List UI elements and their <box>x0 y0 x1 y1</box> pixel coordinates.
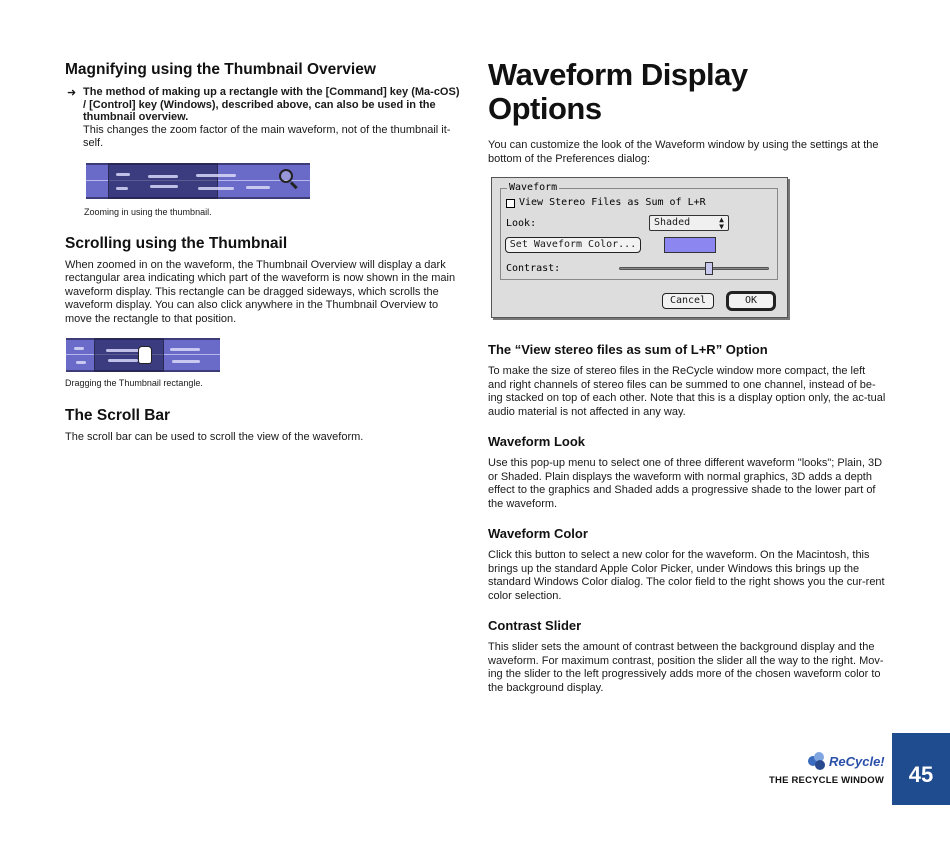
set-waveform-color-button[interactable]: Set Waveform Color... <box>505 237 641 253</box>
hand-cursor-icon <box>138 346 152 364</box>
magnifier-icon <box>279 169 293 183</box>
arrow-icon: ➜ <box>67 87 77 99</box>
heading-view-stereo-option: The “View stereo files as sum of L+R” Option <box>488 342 768 357</box>
bullet-item <box>65 86 460 124</box>
paragraph-view-stereo-option: To make the size of stereo files in the ReCycle window more compact, the left and right channels of stereo files can be summed to one channel, instead of be-ing stacked on top of each other. Note that this is a display option only, the ac-tual audio material is not affected in any way. <box>488 365 886 418</box>
preferences-dialog-figure <box>491 177 788 318</box>
page-title <box>488 58 886 126</box>
ok-button[interactable]: OK <box>728 293 774 309</box>
paragraph-scroll-bar: The scroll bar can be used to scroll the view of the waveform. <box>65 431 364 443</box>
waveform-color-swatch[interactable] <box>664 237 716 253</box>
contrast-slider-thumb[interactable] <box>705 262 713 275</box>
updown-arrows-icon: ▲ ▼ <box>719 215 724 231</box>
stereo-sum-checkbox[interactable] <box>506 199 515 208</box>
stereo-sum-label: View Stereo Files as Sum of L+R <box>519 197 706 208</box>
heading-magnifying: Magnifying using the Thumbnail Overview <box>65 61 376 78</box>
look-popup-value: Shaded <box>654 217 691 228</box>
look-popup[interactable] <box>649 215 729 231</box>
page-number: 45 <box>892 733 950 805</box>
right-column <box>488 58 886 695</box>
contrast-label: Contrast: <box>506 263 561 274</box>
heading-waveform-look: Waveform Look <box>488 434 586 449</box>
bullet-text: The method of making up a rectangle with the [Command] key (Ma-cOS) / [Control] key (Windows), described above, can also be used in the thumbnail overview. <box>83 86 460 123</box>
heading-contrast-slider: Contrast Slider <box>488 618 582 633</box>
paragraph-waveform-color: Click this button to select a new color for the waveform. On the Macintosh, this brings up the standard Apple Color Picker, under Windows this brings up the standard Windows Color dialog. The color field to the right shows you the cur-rent color selection. <box>488 549 885 602</box>
look-label: Look: <box>506 218 537 229</box>
heading-scrolling: Scrolling using the Thumbnail <box>65 234 288 252</box>
paragraph-zoom-factor: This changes the zoom factor of the main waveform, not of the thumbnail it-self. <box>83 123 451 149</box>
heading-waveform-color: Waveform Color <box>488 526 588 541</box>
caption-dragging: Dragging the Thumbnail rectangle. <box>65 378 203 388</box>
groupbox-title: Waveform <box>509 182 558 193</box>
recycle-logo-icon <box>808 752 826 770</box>
caption-zooming: Zooming in using the thumbnail. <box>84 206 212 217</box>
page-title-line2: Options <box>488 91 602 126</box>
footer-section-label: THE RECYCLE WINDOW <box>769 775 884 786</box>
thumbnail-zoom-image <box>86 163 310 199</box>
page-title-line1: Waveform Display <box>488 57 748 92</box>
thumbnail-drag-image <box>66 338 220 372</box>
contrast-slider-track[interactable] <box>619 267 769 270</box>
heading-scroll-bar: The Scroll Bar <box>65 407 171 424</box>
paragraph-scrolling: When zoomed in on the waveform, the Thumbnail Overview will display a dark rectangular area indicating which part of the waveform is now shown in the main waveform display. This rectangle can be dragged sideways, which scrolls the waveform display. You can also click anywhere in the Thumbnail Overview to move the rectangle to that position. <box>65 258 456 325</box>
cancel-button[interactable]: Cancel <box>662 293 714 309</box>
logo-text: ReCycle! <box>829 753 885 769</box>
waveform-groupbox <box>500 182 778 280</box>
paragraph-intro: You can customize the look of the Waveform window by using the settings at the bottom of the Preferences dialog: <box>488 139 879 165</box>
left-column <box>65 60 460 445</box>
paragraph-contrast-slider: This slider sets the amount of contrast between the background display and the waveform. For maximum contrast, position the slider all the way to the right. Mov-ing the slider to the left progressively adds more of the chosen waveform color to the background display. <box>488 641 884 694</box>
paragraph-waveform-look: Use this pop-up menu to select one of three different waveform "looks"; Plain, 3D or Shaded. Plain displays the waveform with normal graphics, 3D adds a depth effect to the graphics and Shaded adds a progressive shade to the lower part of the waveform. <box>488 457 883 510</box>
recycle-logo <box>808 752 885 770</box>
